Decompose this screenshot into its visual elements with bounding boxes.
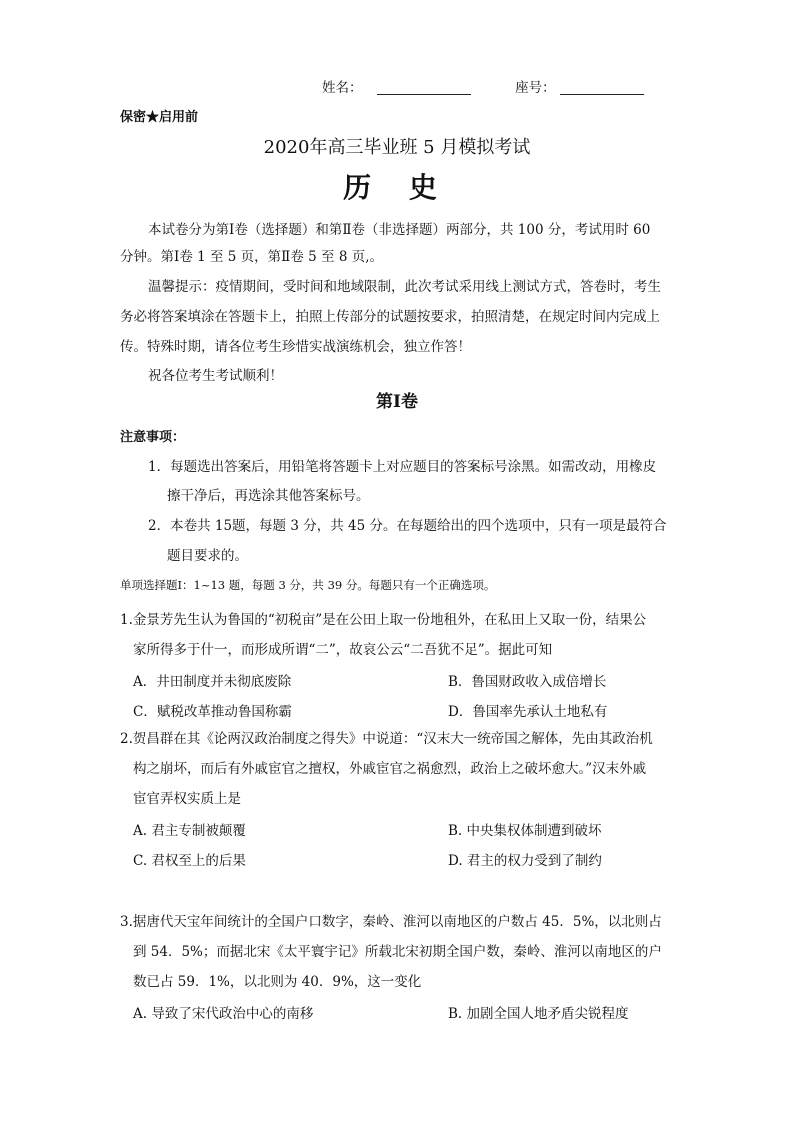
- question-3-line-2: 到 54．5%；而据北宋《太平寰宇记》所载北宋初期全国户数，秦岭、淮河以南地区的户: [133, 944, 662, 960]
- notes-heading: 注意事项：: [120, 430, 186, 445]
- note-2-line-2: 题目要求的。: [167, 548, 248, 564]
- section-instruction: 单项选择题Ⅰ：1~13 题，每题 3 分，共 39 分。每题只有一个正确选项。: [120, 578, 496, 592]
- question-1-option-d: D．鲁国率先承认土地私有: [448, 704, 608, 720]
- question-3-option-a: A. 导致了宋代政治中心的南移: [133, 1006, 314, 1022]
- question-2-option-a: A. 君主专制被颠覆: [133, 823, 246, 839]
- note-2-line-1: 2．本卷共 15题，每题 3 分，共 45 分。在每题给出的四个选项中，只有一项是最符合: [148, 518, 667, 534]
- question-1-line-1: 1.金景芳先生认为鲁国的“初税亩”是在公田上取一份地租外，在私田上又取一份，结果公: [120, 612, 647, 628]
- question-3-line-1: 3.据唐代天宝年间统计的全国户口数字，秦岭、淮河以南地区的户数占 45．5%，以北则占: [120, 914, 662, 930]
- tip-line-3: 传。特殊时期，请各位考生珍惜实战演练机会，独立作答！: [120, 339, 471, 355]
- question-3-option-b: B. 加剧全国人地矛盾尖锐程度: [448, 1006, 629, 1022]
- question-2-line-2: 构之崩坏，而后有外戚宦官之擅权，外戚宦官之祸愈烈，政治上之破坏愈大。”汉末外戚: [133, 761, 647, 777]
- tip-line-2: 务必将答案填涂在答题卡上，拍照上传部分的试题按要求，拍照清楚，在规定时间内完成上: [120, 309, 660, 325]
- secret-mark: 保密★启用前: [120, 110, 199, 125]
- exam-title: 2020年高三毕业班 5 月模拟考试: [263, 137, 531, 158]
- question-2-option-c: C. 君权至上的后果: [133, 853, 246, 869]
- intro-line-1: 本试卷分为第Ⅰ卷（选择题）和第Ⅱ卷（非选择题）两部分，共 100 分，考试用时 60: [148, 222, 651, 238]
- question-2-line-1: 2.贺昌群在其《论两汉政治制度之得失》中说道：“汉末大一统帝国之解体，先由其政治机: [120, 731, 653, 747]
- question-2-option-b: B. 中央集权体制遭到破坏: [448, 823, 602, 839]
- name-label: 姓名：: [322, 80, 363, 96]
- name-seat-bar: [322, 76, 644, 96]
- question-2-line-3: 宦官弄权实质上是: [133, 791, 241, 807]
- question-1-line-2: 家所得多于什一，而形成所谓“二”，故哀公云“二吾犹不足”。据此可知: [133, 642, 553, 658]
- section-title: 第Ⅰ卷: [376, 392, 418, 412]
- wish-line: 祝各位考生考试顺利！: [148, 368, 283, 384]
- question-2-option-d: D. 君主的权力受到了制约: [448, 853, 602, 869]
- seat-blank: [560, 80, 644, 95]
- name-blank: [377, 80, 471, 95]
- seat-label: 座号：: [515, 80, 556, 96]
- subject-title: 历 史: [343, 171, 451, 204]
- question-3-line-3: 数已占 59．1%，以北则为 40．9%，这一变化: [133, 974, 422, 990]
- note-1-line-1: 1．每题选出答案后，用铅笔将答题卡上对应题目的答案标号涂黑。如需改动，用橡皮: [148, 459, 657, 475]
- question-1-option-c: C．赋税改革推动鲁国称霸: [133, 704, 292, 720]
- intro-line-2: 分钟。第Ⅰ卷 1 至 5 页，第Ⅱ卷 5 至 8 页,。: [120, 249, 383, 265]
- tip-line-1: 温馨提示：疫情期间，受时间和地域限制，此次考试采用线上测试方式，答卷时，考生: [148, 279, 661, 295]
- question-1-option-a: A．井田制度并未彻底废除: [133, 674, 292, 690]
- note-1-line-2: 擦干净后，再选涂其他答案标号。: [167, 488, 370, 504]
- question-1-option-b: B．鲁国财政收入成倍增长: [448, 674, 607, 690]
